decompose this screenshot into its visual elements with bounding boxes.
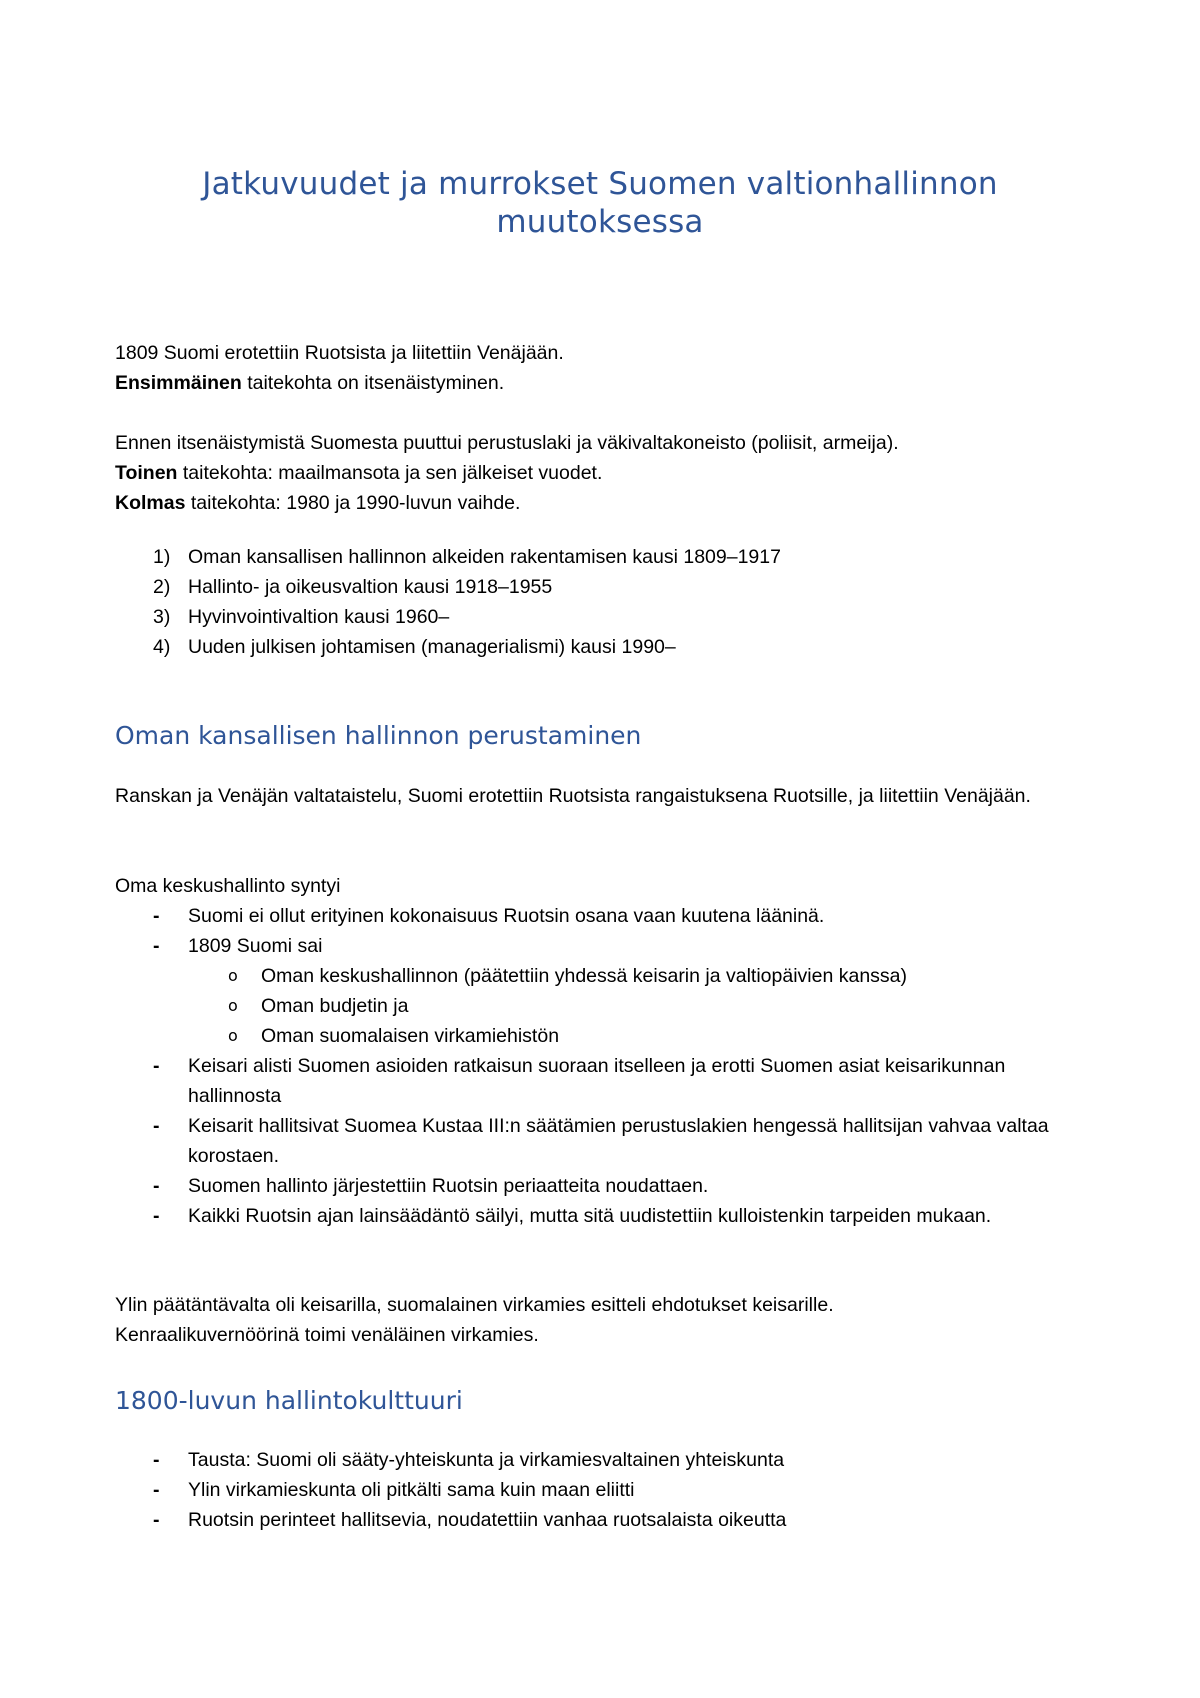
section1-para3-line-1: Ylin päätäntävalta oli keisarilla, suomalainen virkamies esitteli ehdotukset keisarille. (115, 1294, 834, 1316)
intro-line-5-bold: Kolmas (115, 492, 186, 514)
section1-para2-intro: Oma keskushallinto syntyi (115, 875, 341, 897)
list-item (115, 1505, 1105, 1535)
list-item-text: Hyvinvointivaltion kausi 1960– (188, 606, 450, 628)
intro-line-4-text: taitekohta: maailmansota ja sen jälkeiset vuodet. (177, 462, 603, 484)
list-item-text: Suomen hallinto järjestettiin Ruotsin periaatteita noudattaen. (188, 1175, 709, 1197)
intro-line-2 (115, 368, 1105, 398)
dash-marker: - (153, 1205, 160, 1227)
intro-line-2-bold: Ensimmäinen (115, 372, 242, 394)
list-item (115, 542, 1105, 572)
list-number: 4) (153, 636, 171, 658)
section-heading-2: 1800-luvun hallintokulttuuri (115, 1386, 463, 1415)
blank-line (115, 398, 1105, 428)
circle-marker: o (228, 966, 238, 985)
list-item-text: Ylin virkamieskunta oli pitkälti sama kuin maan eliitti (188, 1479, 635, 1501)
intro-line-5 (115, 488, 1105, 518)
dash-marker: - (153, 1175, 160, 1197)
dash-marker: - (153, 1509, 160, 1531)
sub-bullet-list (188, 961, 1095, 1051)
list-item-text: Tausta: Suomi oli sääty-yhteiskunta ja virkamiesvaltainen yhteiskunta (188, 1449, 785, 1471)
sub-list-item (188, 991, 1095, 1021)
section-heading-1: Oman kansallisen hallinnon perustaminen (115, 721, 642, 750)
sub-list-item (188, 961, 1095, 991)
list-item (115, 1445, 1105, 1475)
dash-marker: - (153, 935, 160, 957)
list-item-text: Keisari alisti Suomen asioiden ratkaisun suoraan itselleen ja erotti Suomen asiat keisarikunnan hallinnosta (188, 1055, 1006, 1107)
list-item (115, 572, 1105, 602)
list-item-text: Oman kansallisen hallinnon alkeiden rakentamisen kausi 1809–1917 (188, 546, 781, 568)
section1-para1-text: Ranskan ja Venäjän valtataistelu, Suomi erotettiin Ruotsista rangaistuksena Ruotsille, ja liitettiin Venäjään. (115, 785, 1031, 807)
intro-line-1: 1809 Suomi erotettiin Ruotsista ja liitettiin Venäjään. (115, 342, 564, 364)
list-item (115, 1475, 1105, 1505)
sub-list-item (188, 1021, 1095, 1051)
list-item-text: Suomi ei ollut erityinen kokonaisuus Ruotsin osana vaan kuutena lääninä. (188, 905, 825, 927)
list-item (115, 1201, 1068, 1231)
list-item-text: 1809 Suomi sai (188, 935, 323, 957)
list-item-text: Kaikki Ruotsin ajan lainsäädäntö säilyi, mutta sitä uudistettiin kulloistenkin tarpeiden mukaan. (188, 1205, 992, 1227)
intro-line-2-text: taitekohta on itsenäistyminen. (241, 372, 505, 394)
dash-marker: - (153, 905, 160, 927)
list-item-text: Hallinto- ja oikeusvaltion kausi 1918–1955 (188, 576, 553, 598)
intro-line-5-text: taitekohta: 1980 ja 1990-luvun vaihde. (185, 492, 521, 514)
list-item-text: Ruotsin perinteet hallitsevia, noudatettiin vanhaa ruotsalaista oikeutta (188, 1509, 787, 1531)
list-item (115, 602, 1105, 632)
intro-line-4 (115, 458, 1105, 488)
document-title: Jatkuvuudet ja murrokset Suomen valtionhallinnon muutoksessa (202, 166, 998, 240)
section1-paragraph-3 (115, 1290, 1105, 1350)
section2-bullet-list (115, 1445, 1105, 1535)
sub-list-item-text: Oman keskushallinnon (päätettiin yhdessä keisarin ja valtiopäivien kanssa) (261, 965, 908, 987)
section1-paragraph-2 (115, 871, 1105, 901)
list-item (115, 1051, 1018, 1111)
list-number: 3) (153, 606, 171, 628)
sub-list-item-text: Oman budjetin ja (261, 995, 409, 1017)
list-item (115, 1111, 1095, 1171)
list-item (115, 931, 1095, 1051)
intro-line-3: Ennen itsenäistymistä Suomesta puuttui perustuslaki ja väkivaltakoneisto (poliisit, armeija). (115, 432, 899, 454)
list-item-text: Uuden julkisen johtamisen (managerialismi) kausi 1990– (188, 636, 676, 658)
section1-paragraph-1 (115, 781, 1075, 811)
list-item-text: Keisarit hallitsivat Suomea Kustaa III:n säätämien perustuslakien hengessä hallitsijan vahvaa valtaa korostaen. (188, 1115, 1049, 1167)
list-item (115, 1171, 1095, 1201)
intro-line-4-bold: Toinen (115, 462, 178, 484)
intro-block (115, 338, 1105, 518)
section1-para3-line-2: Kenraalikuvernöörinä toimi venäläinen virkamies. (115, 1324, 539, 1346)
dash-marker: - (153, 1055, 160, 1077)
dash-marker: - (153, 1479, 160, 1501)
list-item (115, 901, 1095, 931)
circle-marker: o (228, 1026, 238, 1045)
periods-list (115, 542, 1105, 662)
sub-list-item-text: Oman suomalaisen virkamiehistön (261, 1025, 560, 1047)
list-item (115, 632, 1105, 662)
circle-marker: o (228, 996, 238, 1015)
list-number: 2) (153, 576, 171, 598)
dash-marker: - (153, 1115, 160, 1137)
list-number: 1) (153, 546, 171, 568)
dash-marker: - (153, 1449, 160, 1471)
section1-bullet-list (115, 901, 1095, 1231)
